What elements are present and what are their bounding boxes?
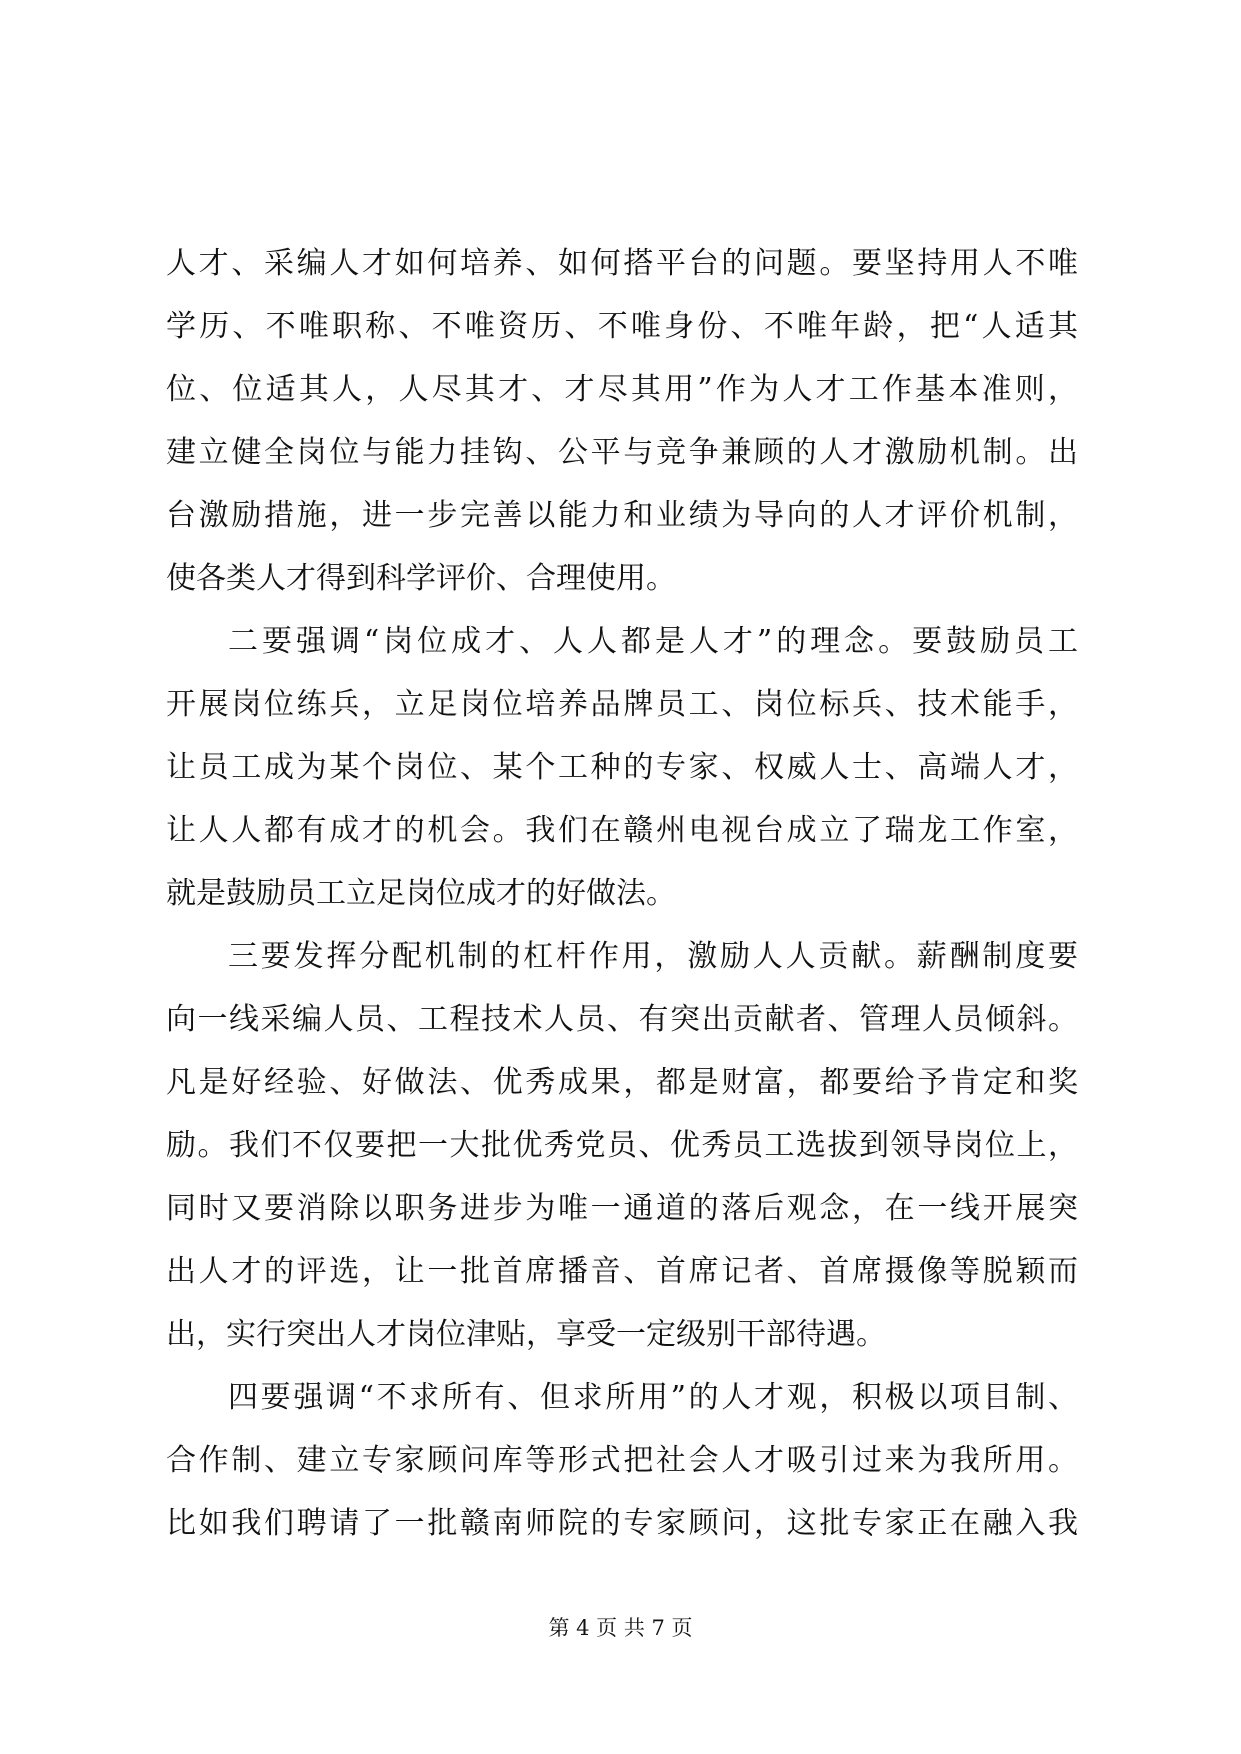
text-line: 人才、采编人才如何培养、如何搭平台的问题。要坚持用人不唯: [166, 246, 1078, 281]
text-line: 让人人都有成才的机会。我们在赣州电视台成立了瑞龙工作室，: [166, 813, 1078, 848]
text-line: 台激励措施，进一步完善以能力和业绩为导向的人才评价机制，: [166, 498, 1078, 533]
paragraph: [166, 1366, 1078, 1555]
text-line: 凡是好经验、好做法、优秀成果，都是财富，都要给予肯定和奖: [166, 1065, 1078, 1100]
text-line: 励。我们不仅要把一大批优秀党员、优秀员工选拔到领导岗位上，: [166, 1128, 1078, 1163]
text-line: 同时又要消除以职务进步为唯一通道的落后观念，在一线开展突: [166, 1191, 1078, 1226]
document-body: [166, 232, 1078, 1555]
text-line: 位、位适其人，人尽其才、才尽其用”作为人才工作基本准则，: [166, 372, 1078, 407]
paragraph: [166, 610, 1078, 925]
text-line: 二要强调“岗位成才、人人都是人才”的理念。要鼓励员工: [228, 624, 1078, 659]
text-line: 合作制、建立专家顾问库等形式把社会人才吸引过来为我所用。: [166, 1443, 1078, 1478]
text-line: 学历、不唯职称、不唯资历、不唯身份、不唯年龄，把“人适其: [166, 309, 1078, 344]
text-line: 就是鼓励员工立足岗位成才的好做法。: [166, 876, 676, 911]
text-line: 建立健全岗位与能力挂钩、公平与竞争兼顾的人才激励机制。出: [166, 435, 1078, 470]
paragraph: [166, 232, 1078, 610]
text-line: 使各类人才得到科学评价、合理使用。: [166, 561, 676, 596]
paragraph: [166, 925, 1078, 1366]
text-line: 开展岗位练兵，立足岗位培养品牌员工、岗位标兵、技术能手，: [166, 687, 1078, 722]
text-line: 出人才的评选，让一批首席播音、首席记者、首席摄像等脱颖而: [166, 1254, 1078, 1289]
text-line: 四要强调“不求所有、但求所用”的人才观，积极以项目制、: [228, 1380, 1078, 1415]
text-line: 三要发挥分配机制的杠杆作用，激励人人贡献。薪酬制度要: [228, 939, 1078, 974]
text-line: 让员工成为某个岗位、某个工种的专家、权威人士、高端人才，: [166, 750, 1078, 785]
text-line: 向一线采编人员、工程技术人员、有突出贡献者、管理人员倾斜。: [166, 1002, 1078, 1037]
page-number-footer: 第 4 页 共 7 页: [548, 1616, 693, 1640]
text-line: 比如我们聘请了一批赣南师院的专家顾问，这批专家正在融入我: [166, 1506, 1078, 1541]
text-line: 出，实行突出人才岗位津贴，享受一定级别干部待遇。: [166, 1317, 886, 1352]
